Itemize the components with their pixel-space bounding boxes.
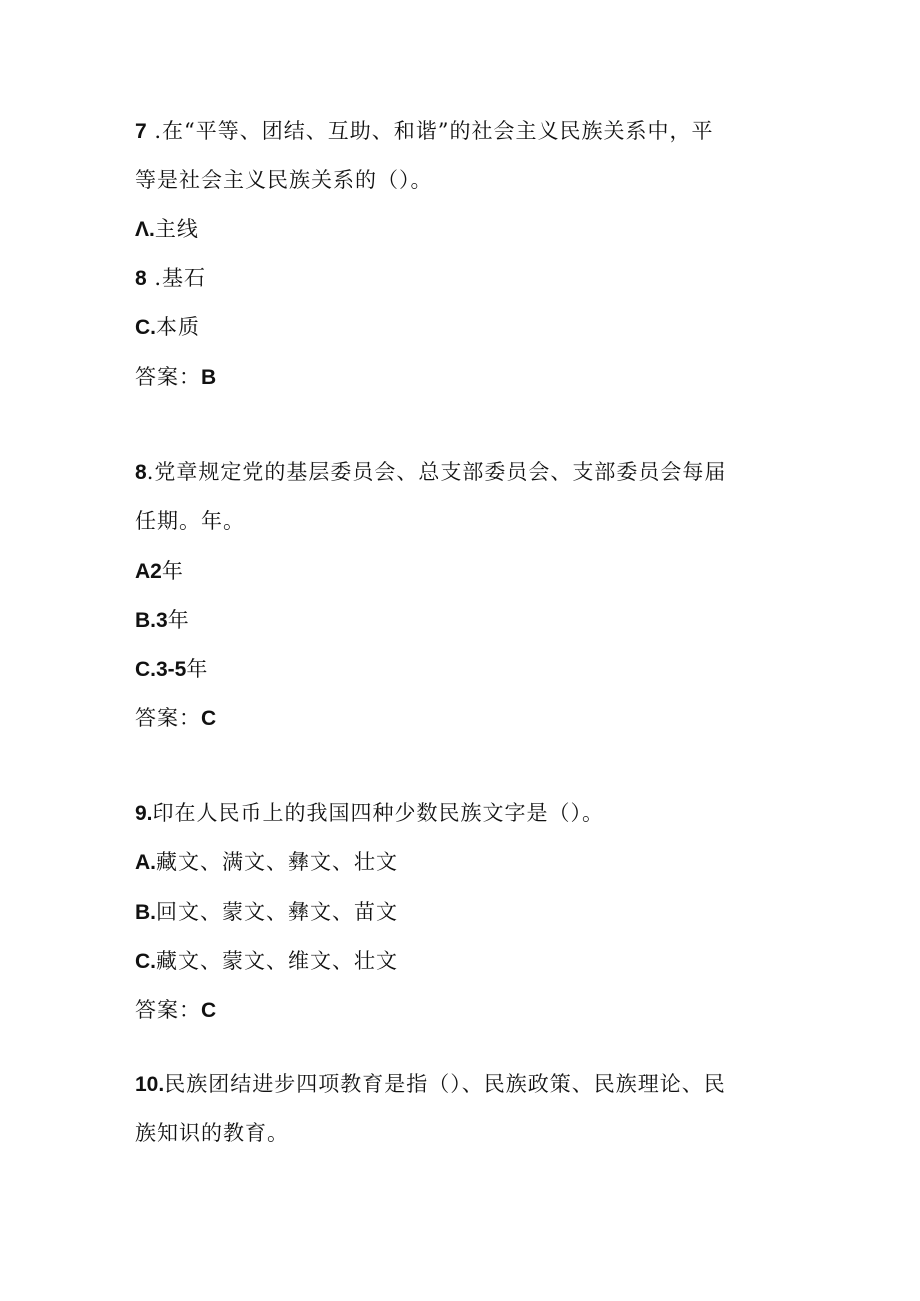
q9-option-b: B.回文、蒙文、彝文、苗文 xyxy=(135,900,398,924)
q8-option-a: A2年 xyxy=(135,559,184,583)
q8-stem-line-1: 8.党章规定党的基层委员会、总支部委员会、支部委员会每届 xyxy=(135,460,727,484)
q8-stem-line-2: 任期。年。 xyxy=(135,509,245,533)
q7-answer: 答案：B xyxy=(135,365,217,389)
q7-option-a: Λ.主线 xyxy=(135,217,199,241)
q7-stem-line-1: 7 .在“平等、团结、互助、和谐”的社会主义民族关系中，平 xyxy=(135,119,714,143)
q9-option-a: A.藏文、满文、彝文、壮文 xyxy=(135,850,398,874)
q7-option-c: C.本质 xyxy=(135,315,200,339)
q9-stem-line-1: 9.印在人民币上的我国四种少数民族文字是（）。 xyxy=(135,801,605,825)
q10-stem-line-1: 10.民族团结进步四项教育是指（）、民族政策、民族理论、民 xyxy=(135,1072,726,1096)
q9-answer: 答案：C xyxy=(135,998,217,1022)
q10-stem-line-2: 族知识的教育。 xyxy=(135,1121,289,1145)
q7-stem-line-2: 等是社会主义民族关系的（）。 xyxy=(135,168,433,192)
q8-answer: 答案：C xyxy=(135,706,217,730)
q7-option-b: 8 .基石 xyxy=(135,266,207,290)
q8-option-b: B.3年 xyxy=(135,608,190,632)
q9-option-c: C.藏文、蒙文、维文、壮文 xyxy=(135,949,398,973)
q8-option-c: C.3-5年 xyxy=(135,657,209,681)
